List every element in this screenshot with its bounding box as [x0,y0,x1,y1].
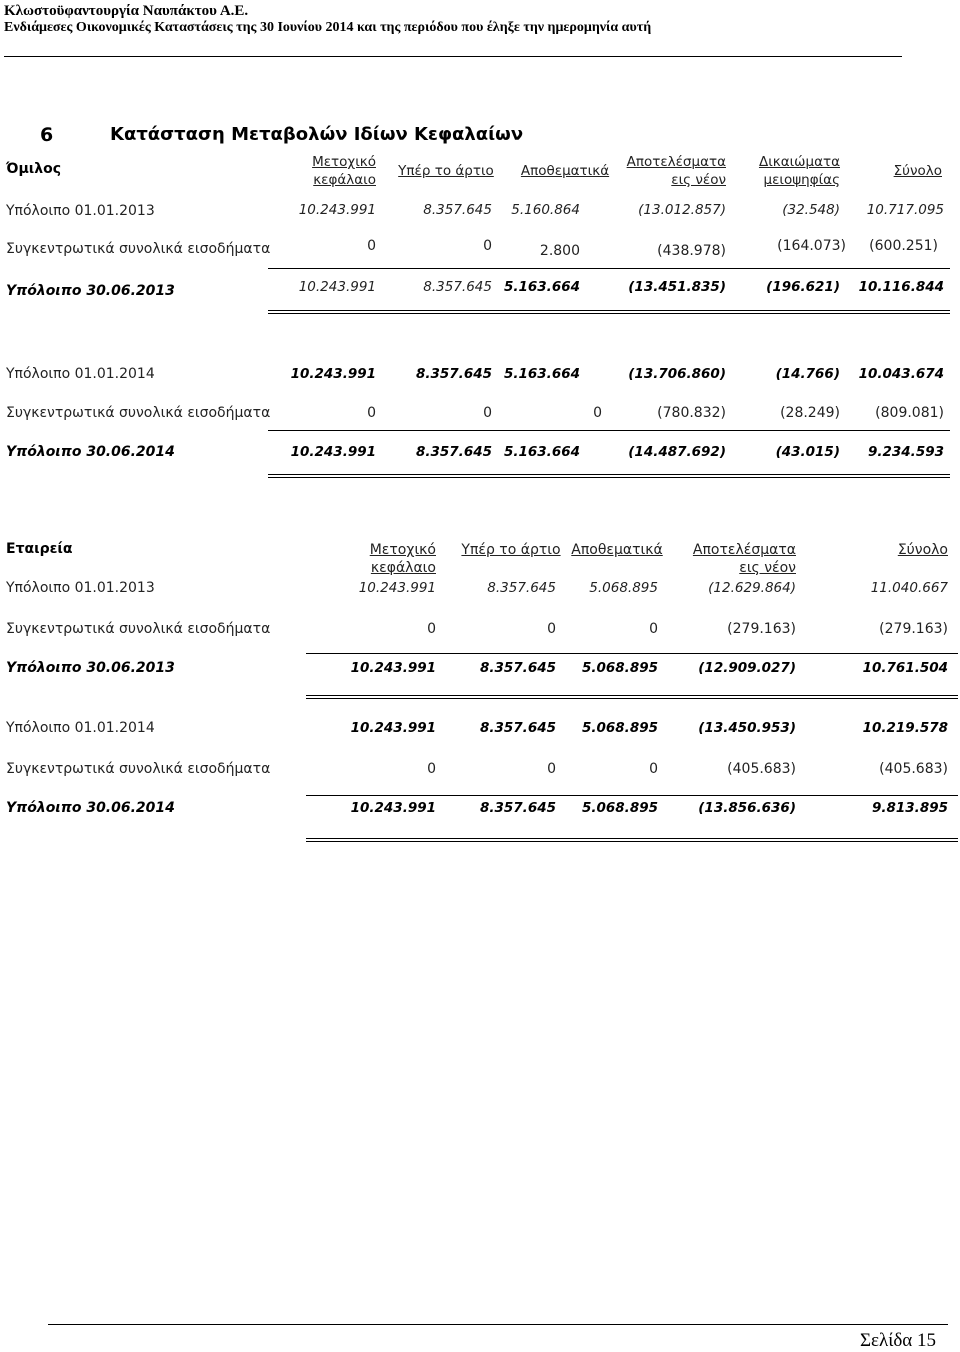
company-cell: (279.163) [727,621,796,637]
group-cell: (13.012.857) [638,202,726,218]
group-cell: (13.706.860) [628,366,726,382]
company-cell: (12.909.027) [698,660,796,676]
company-row-label: Υπόλοιπο 30.06.2014 [6,800,175,816]
group-cell: (43.015) [775,444,840,460]
group-cell: (196.621) [766,279,840,295]
company-cell: 0 [427,621,436,637]
subtotal-rule [306,653,958,654]
footer-rule [48,1324,948,1325]
group-row-label: Υπόλοιπο 01.01.2014 [6,366,155,382]
group-cell: 8.357.645 [415,366,492,382]
company-cell: 5.068.895 [581,720,658,736]
company-cell: (13.856.636) [698,800,796,816]
company-cell: 11.040.667 [870,580,948,596]
company-row-label: Υπόλοιπο 01.01.2013 [6,580,155,596]
company-cell: 5.068.895 [581,800,658,816]
company-cell: (12.629.864) [708,580,796,596]
company-col-header-share-premium: Υπέρ το άρτιο [461,542,561,558]
group-row-label: Συγκεντρωτικά συνολικά εισοδήματα [6,405,271,421]
subtotal-rule [268,268,950,269]
group-cell: 5.163.664 [503,279,580,295]
group-cell: 5.163.664 [503,366,580,382]
company-row-label: Συγκεντρωτικά συνολικά εισοδήματα [6,761,271,777]
group-cell: 10.717.095 [866,202,944,218]
total-double-rule [306,695,958,696]
group-col-header-total: Σύνολο [893,163,942,179]
total-double-rule [306,698,958,699]
company-cell: 0 [547,761,556,777]
group-cell: (809.081) [875,405,944,421]
group-cell: 0 [483,238,492,254]
total-double-rule [268,477,950,478]
total-double-rule [268,310,950,311]
group-cell: 0 [483,405,492,421]
company-row-label: Συγκεντρωτικά συνολικά εισοδήματα [6,621,271,637]
group-cell: 10.243.991 [298,279,376,295]
group-cell: 10.243.991 [290,444,376,460]
group-cell: (438.978) [657,243,726,259]
company-cell: 0 [427,761,436,777]
company-cell: 0 [547,621,556,637]
section-title: Κατάσταση Μεταβολών Ιδίων Κεφαλαίων [110,124,524,145]
group-cell: 0 [367,405,376,421]
company-cell: 5.068.895 [589,580,658,596]
header-rule [4,56,902,57]
company-cell: 10.219.578 [862,720,948,736]
group-cell: 2.800 [539,243,580,259]
document-subtitle: Ενδιάμεσες Οικονομικές Καταστάσεις της 30 Ιουνίου 2014 και της περιόδου που έληξε την ημερομηνία αυτή [4,20,652,35]
company-label: Εταιρεία [6,541,73,557]
company-cell: 10.243.991 [358,580,436,596]
group-cell: (32.548) [782,202,840,218]
group-cell: (13.451.835) [628,279,726,295]
group-row-label: Συγκεντρωτικά συνολικά εισοδήματα [6,241,271,257]
company-col-header-share-capital: Μετοχικό κεφάλαιο [369,542,436,576]
group-cell: (14.766) [775,366,840,382]
group-cell: 10.043.674 [858,366,944,382]
company-cell: 5.068.895 [581,660,658,676]
group-cell: 10.243.991 [290,366,376,382]
subtotal-rule [306,795,958,796]
company-cell: 8.357.645 [479,800,556,816]
company-cell: 10.761.504 [862,660,948,676]
group-row-label: Υπόλοιπο 30.06.2013 [6,283,175,299]
group-cell: (164.073) [777,238,846,254]
group-col-header-reserves: Αποθεματικά [520,163,610,179]
group-cell: (600.251) [869,238,938,254]
total-double-rule [306,841,958,842]
company-cell: 0 [649,621,658,637]
group-col-header-retained-earnings: Αποτελέσματα εις νέον [626,154,726,188]
company-cell: 9.813.895 [871,800,948,816]
total-double-rule [268,474,950,475]
company-col-header-retained-earnings: Αποτελέσματα εις νέον [692,542,796,576]
section-number: 6 [40,124,54,146]
company-cell: (405.683) [879,761,948,777]
group-col-header-share-premium: Υπέρ το άρτιο [398,163,494,179]
company-cell: 10.243.991 [350,800,436,816]
company-cell: (13.450.953) [698,720,796,736]
total-double-rule [306,838,958,839]
group-cell: 0 [367,238,376,254]
company-name: Κλωστοϋφαντουργία Ναυπάκτου Α.Ε. [4,3,249,19]
group-cell: 10.116.844 [858,279,944,295]
page-number: Σελίδα 15 [859,1330,936,1351]
group-cell: 5.160.864 [511,202,580,218]
group-cell: 8.357.645 [423,202,492,218]
group-cell: (780.832) [657,405,726,421]
group-col-header-minority: Δικαιώματα μειοψηφίας [758,154,840,188]
company-cell: (279.163) [879,621,948,637]
company-cell: 8.357.645 [479,660,556,676]
group-cell: 8.357.645 [423,279,492,295]
company-row-label: Υπόλοιπο 01.01.2014 [6,720,155,736]
company-cell: (405.683) [727,761,796,777]
company-cell: 0 [649,761,658,777]
company-row-label: Υπόλοιπο 30.06.2013 [6,660,175,676]
subtotal-rule [268,430,950,431]
company-cell: 8.357.645 [479,720,556,736]
group-cell: 8.357.645 [415,444,492,460]
group-col-header-share-capital: Μετοχικό κεφάλαιο [312,154,376,188]
company-cell: 10.243.991 [350,720,436,736]
group-cell: (14.487.692) [628,444,726,460]
company-cell: 10.243.991 [350,660,436,676]
group-cell: 0 [593,405,602,421]
group-row-label: Υπόλοιπο 30.06.2014 [6,444,175,460]
group-cell: 10.243.991 [298,202,376,218]
group-cell: (28.249) [780,405,840,421]
group-cell: 5.163.664 [503,444,580,460]
group-cell: 9.234.593 [867,444,944,460]
group-label: Όμιλος [6,161,62,177]
company-col-header-reserves: Αποθεματικά [571,542,663,558]
total-double-rule [268,313,950,314]
group-row-label: Υπόλοιπο 01.01.2013 [6,203,155,219]
company-cell: 8.357.645 [487,580,556,596]
company-col-header-total: Σύνολο [897,542,948,558]
